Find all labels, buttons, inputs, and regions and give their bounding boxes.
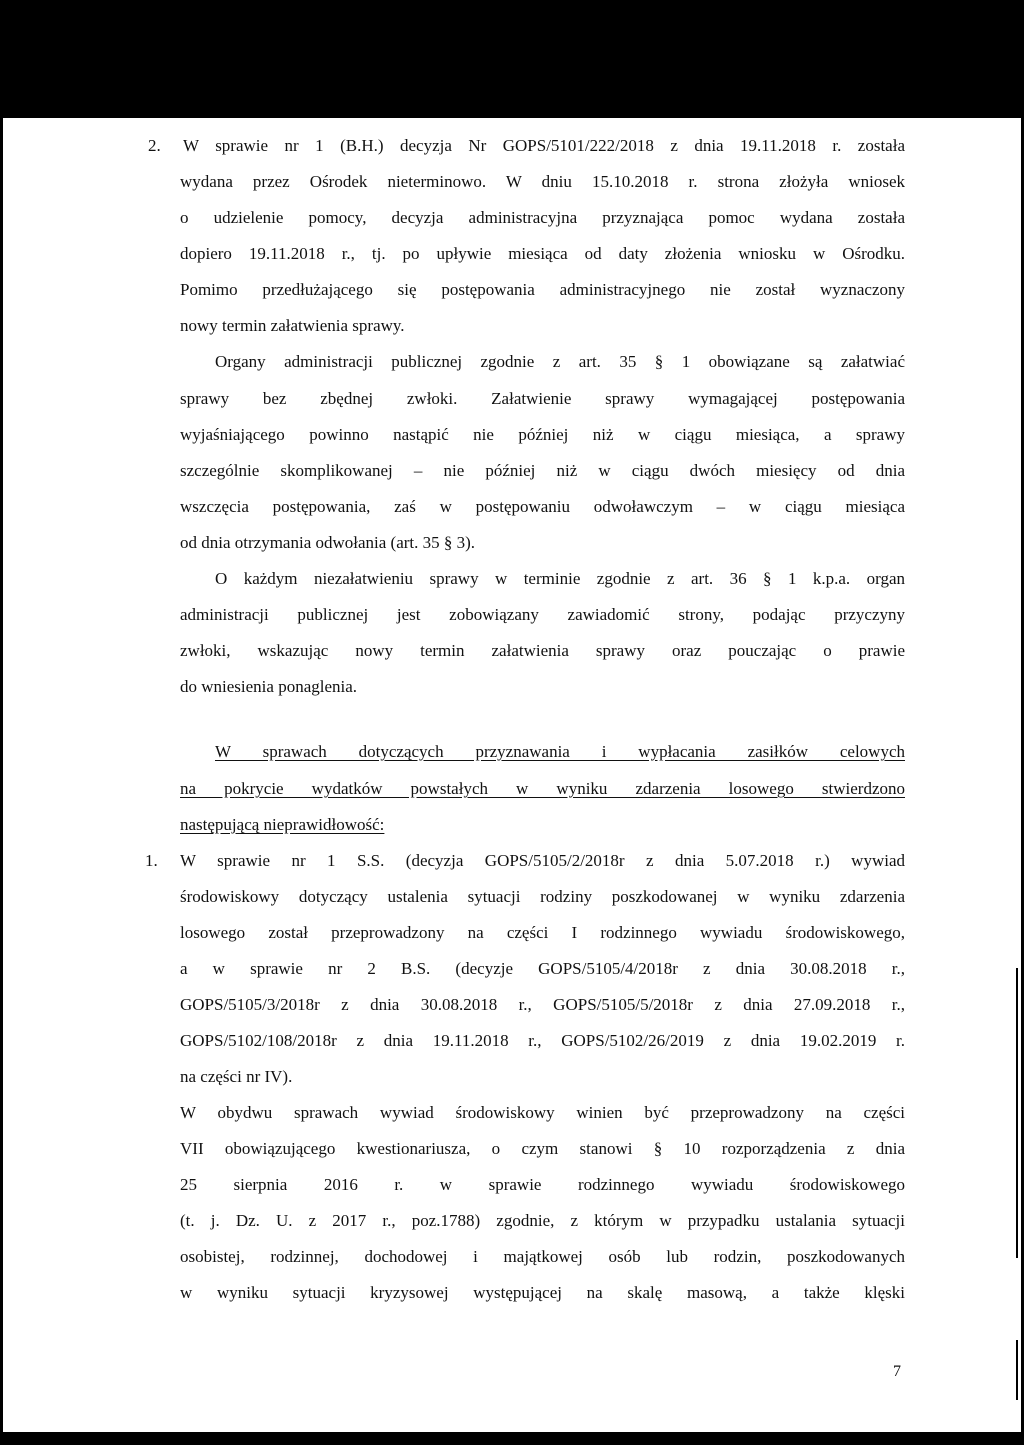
scan-left-edge [0,118,3,1445]
text-line: O każdym niezałatwieniu sprawy w terminie zgodnie z art. 36 § 1 k.p.a. organ [215,569,905,588]
section-heading: następującą nieprawidłowość: [180,815,385,834]
text-line: wydana przez Ośrodek nieterminowo. W dniu 15.10.2018 r. strona złożyła wniosek [180,172,905,191]
scan-bottom-border [0,1432,1024,1445]
text-line: Pomimo przedłużającego się postępowania administracyjnego nie został wyznaczony [180,280,905,299]
text-line: środowiskowy dotyczący ustalenia sytuacji rodziny poszkodowanej w wyniku zdarzenia [180,887,905,906]
text-line: Organy administracji publicznej zgodnie z art. 35 § 1 obowiązane są załatwiać [215,352,905,371]
text-line: wszczęcia postępowania, zaś w postępowaniu odwoławczym – w ciągu miesiąca [180,497,905,516]
text-line: VII obowiązującego kwestionariusza, o czym stanowi § 10 rozporządzenia z dnia [180,1139,905,1158]
page-number: 7 [893,1363,901,1380]
text-line: a w sprawie nr 2 B.S. (decyzje GOPS/5105/4/2018r z dnia 30.08.2018 r., [180,959,905,978]
scan-edge-mark [1016,1340,1018,1400]
text-line: wyjaśniającego powinno nastąpić nie później niż w ciągu miesiąca, a sprawy [180,425,905,444]
text-line: GOPS/5105/3/2018r z dnia 30.08.2018 r., GOPS/5105/5/2018r z dnia 27.09.2018 r., [180,995,905,1014]
scan-top-border [0,0,1024,118]
section-heading: W sprawach dotyczących przyznawania i wypłacania zasiłków celowych [215,742,905,761]
text-line: dopiero 19.11.2018 r., tj. po upływie miesiąca od daty złożenia wniosku w Ośrodku. [180,244,905,263]
text-line: W sprawie nr 1 (B.H.) decyzja Nr GOPS/5101/222/2018 z dnia 19.11.2018 r. została [183,136,905,155]
section-heading: na pokrycie wydatków powstałych w wyniku zdarzenia losowego stwierdzono [180,779,905,798]
text-line: szczególnie skomplikowanej – nie później niż w ciągu dwóch miesięcy od dnia [180,461,905,480]
text-line: losowego został przeprowadzony na części I rodzinnego wywiadu środowiskowego, [180,923,905,942]
text-line: do wniesienia ponaglenia. [180,677,358,696]
text-line: administracji publicznej jest zobowiązany zawiadomić strony, podając przyczyny [180,605,905,624]
text-line: w wyniku sytuacji kryzysowej występującej na skalę masową, a także klęski [180,1283,905,1302]
text-line: W sprawie nr 1 S.S. (decyzja GOPS/5105/2/2018r z dnia 5.07.2018 r.) wywiad [180,851,905,870]
text-line: (t. j. Dz. U. z 2017 r., poz.1788) zgodnie, z którym w przypadku ustalania sytuacji [180,1211,905,1230]
text-line: 25 sierpnia 2016 r. w sprawie rodzinnego wywiadu środowiskowego [180,1175,905,1194]
text-line: od dnia otrzymania odwołania (art. 35 § 3). [180,533,476,552]
text-line: na części nr IV). [180,1067,293,1086]
list-number: 1. [145,851,158,870]
text-line: o udzielenie pomocy, decyzja administracyjna przyznająca pomoc wydana została [180,208,905,227]
text-line: W obydwu sprawach wywiad środowiskowy winien być przeprowadzony na części [180,1103,905,1122]
text-line: sprawy bez zbędnej zwłoki. Załatwienie sprawy wymagającej postępowania [180,389,905,408]
text-line: zwłoki, wskazując nowy termin załatwienia sprawy oraz pouczając o prawie [180,641,905,660]
text-line: GOPS/5102/108/2018r z dnia 19.11.2018 r., GOPS/5102/26/2019 z dnia 19.02.2019 r. [180,1031,905,1050]
scan-edge-mark [1016,968,1018,1258]
text-line: nowy termin załatwienia sprawy. [180,316,405,335]
text-line: osobistej, rodzinnej, dochodowej i majątkowej osób lub rodzin, poszkodowanych [180,1247,905,1266]
list-number: 2. [148,136,161,155]
